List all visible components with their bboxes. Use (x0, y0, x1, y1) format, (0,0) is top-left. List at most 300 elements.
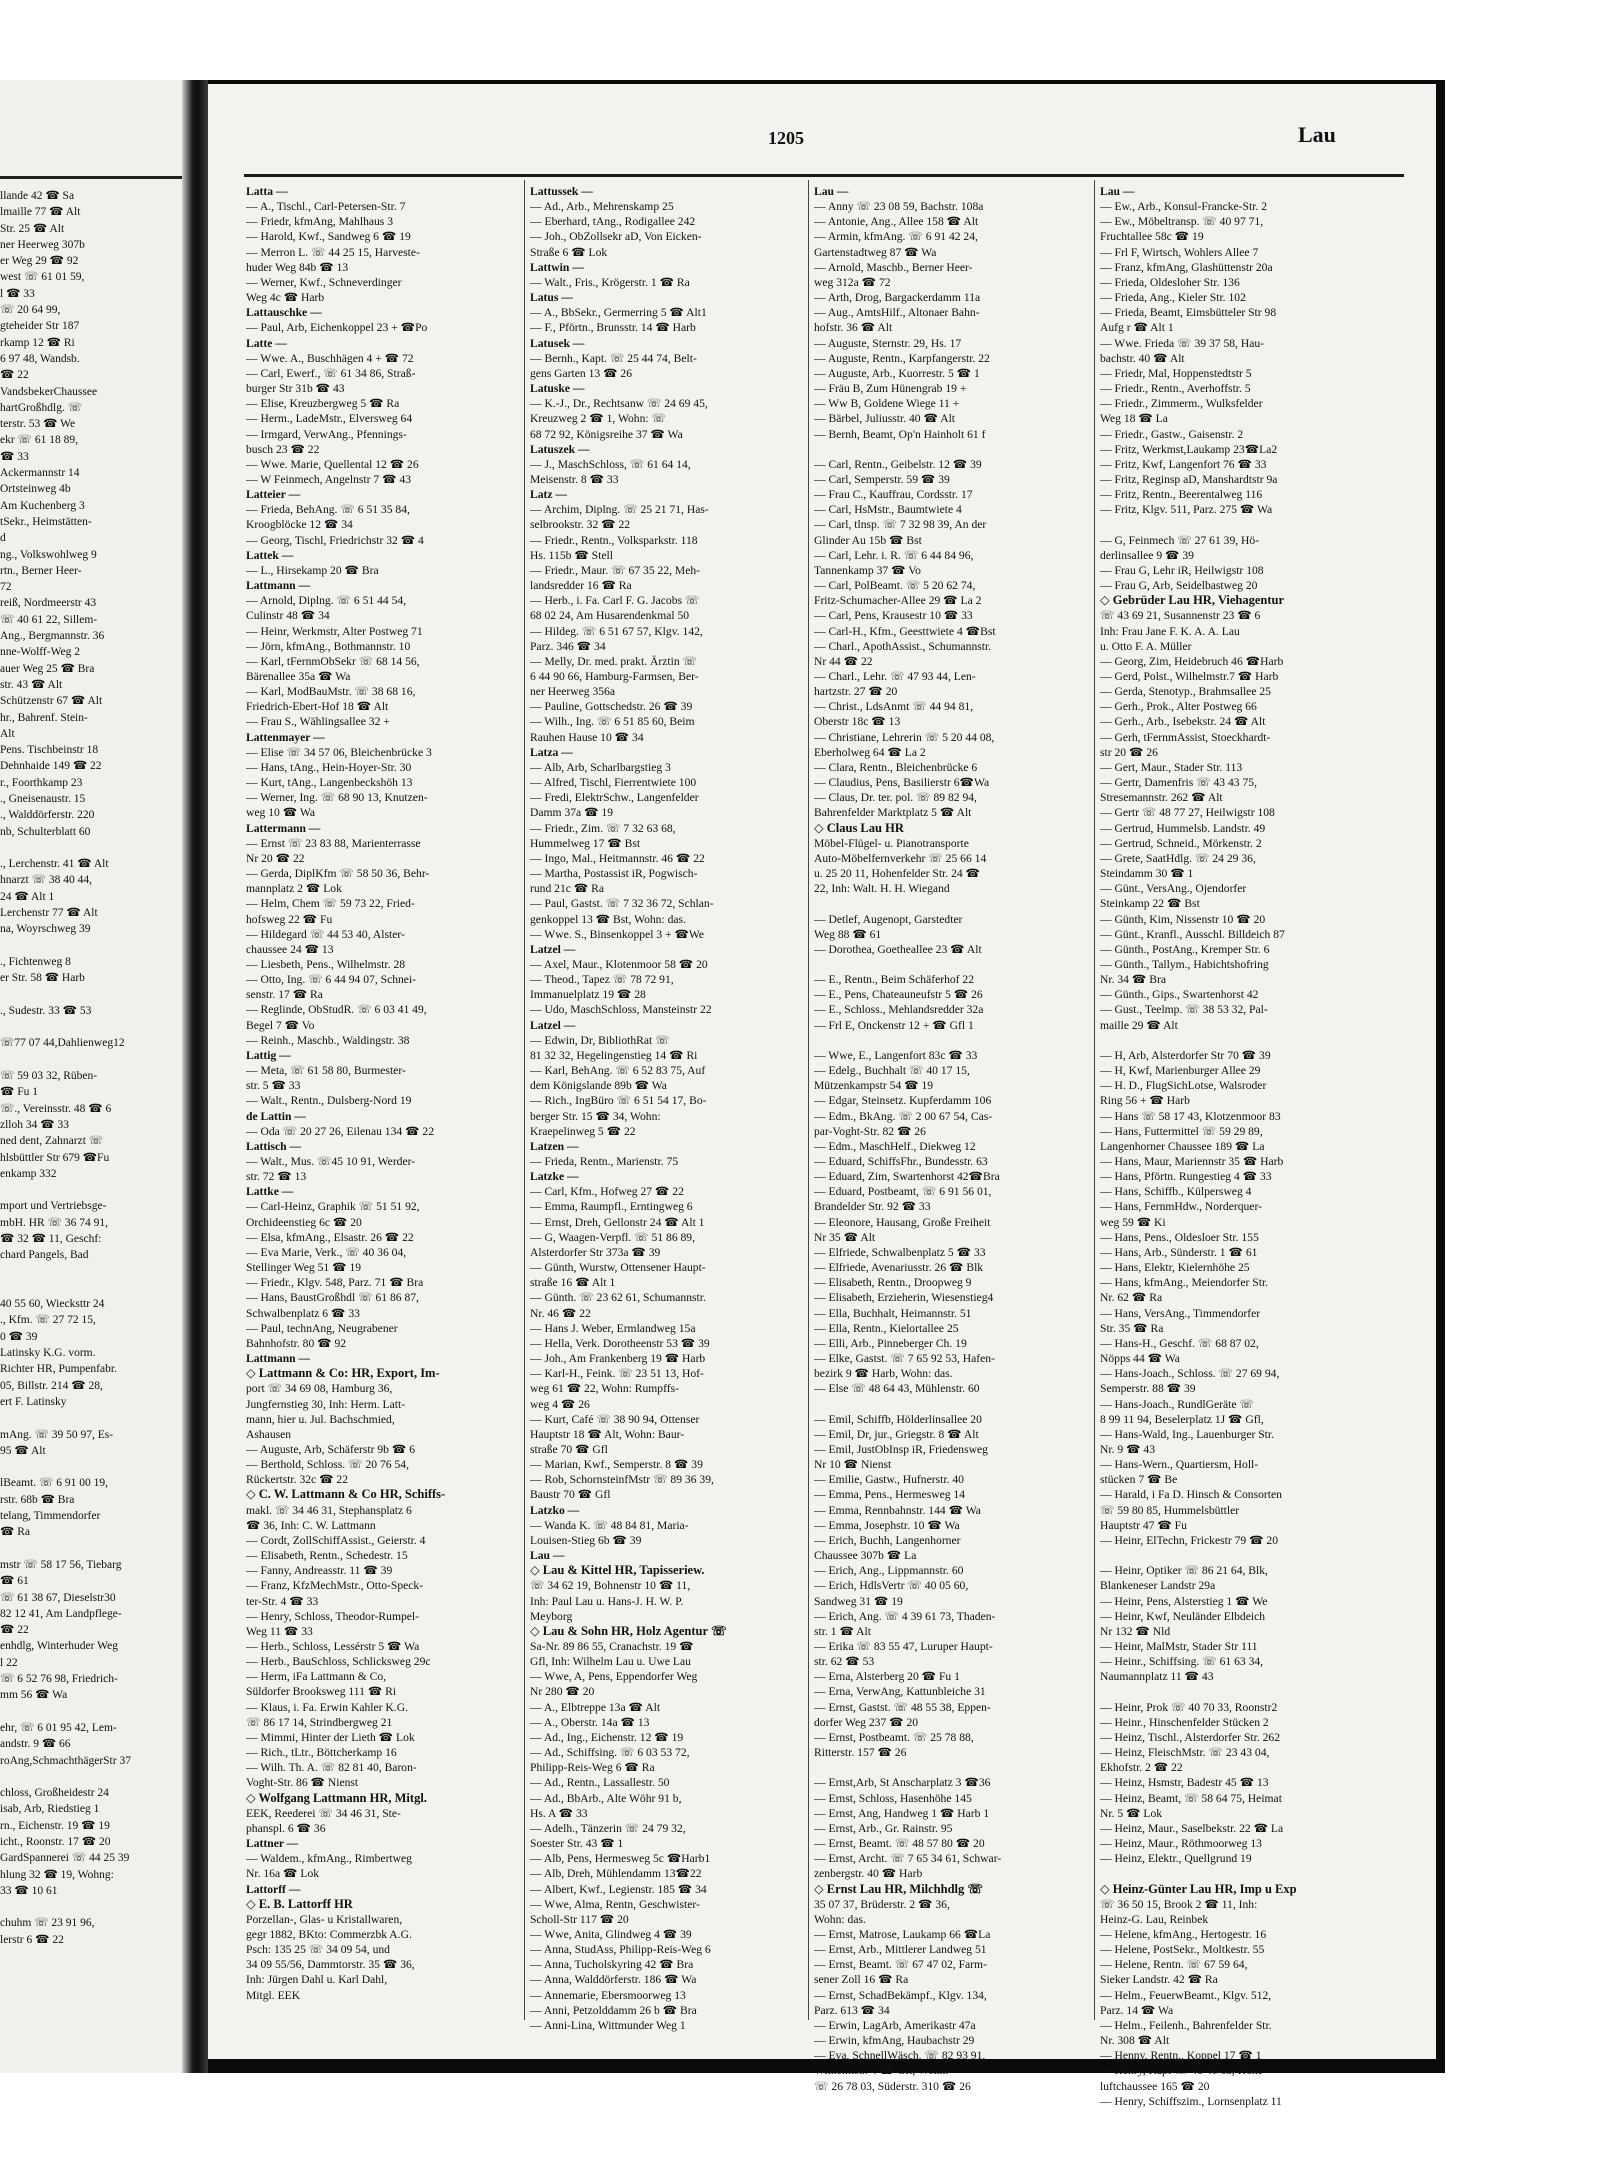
directory-entry-line: — Frieda, Oldesloher Str. 136 (1100, 275, 1240, 289)
directory-entry-line: Brandelder Str. 92 ☎ 33 (814, 1200, 931, 1214)
directory-entry-line: — Günth., Gips., Swartenhorst 42 (1100, 988, 1259, 1002)
directory-entry-line: dem Königslande 89b ☎ Wa (530, 1079, 667, 1093)
directory-entry-line: — Heinr., Hinschenfelder Stücken 2 (1100, 1715, 1269, 1729)
left-page-line: Schützenstr 67 ☎ Alt (0, 695, 103, 708)
directory-entry-line: ◇ Lau & Sohn HR, Holz Agentur ☏ (530, 1623, 727, 1638)
directory-entry-line: ☏ 34 62 19, Bohnenstr 10 ☎ 11, (530, 1579, 691, 1593)
directory-entry-line: — Erna, VerwAng, Kattunbleiche 31 (814, 1685, 986, 1699)
directory-entry-line: stücken 7 ☎ Be (1100, 1473, 1178, 1487)
directory-entry-line: — Walt., Mus. ☏45 10 91, Werder- (246, 1155, 416, 1168)
left-page-line: 05, Billstr. 214 ☎ 28, (0, 1379, 103, 1392)
left-page-line (0, 1264, 182, 1280)
directory-entry-line (1100, 1684, 1370, 1699)
directory-entry-line (814, 957, 1084, 972)
left-page-line: ☏ 40 61 22, Sillem- (0, 613, 98, 626)
directory-entry-line: — Helm, Chem ☏ 59 73 22, Fried- (246, 897, 415, 911)
directory-entry-line: — Helm., FeuerwBeamt., Klgv. 512, (1100, 1988, 1272, 2002)
directory-entry-line (814, 1033, 1084, 1048)
directory-entry-line: — Elisabeth, Rentn., Droopweg 9 (814, 1276, 972, 1290)
left-page-line (0, 1182, 182, 1198)
directory-entry-line: — Wwe. Marie, Quellental 12 ☎ 26 (246, 457, 419, 471)
directory-entry-line: Rauhen Hause 10 ☎ 34 (530, 730, 644, 744)
directory-entry-line: — Karl, tFernmObSekr ☏ 68 14 56, (246, 654, 420, 668)
directory-entry-line: Latzke — (530, 1170, 579, 1184)
directory-entry-line: Lattig — (246, 1048, 291, 1062)
directory-entry-line: 6 44 90 66, Hamburg-Farmsen, Ber- (530, 670, 699, 683)
directory-entry-line: — Franz, kfmAng, Glashüttenstr 20a (1100, 260, 1273, 274)
directory-entry-line: — Fräu B, Zum Hünengrab 19 + (814, 382, 967, 396)
directory-entry-line: Kreuzweg 2 ☎ 1, Wohn: ☏ (530, 412, 666, 426)
directory-entry-line: 81 32 32, Hegelingenstieg 14 ☎ Ri (530, 1048, 698, 1062)
directory-entry-line: — Elsa, kfmAng., Elsastr. 26 ☎ 22 (246, 1230, 414, 1244)
directory-entry-line: — Elisabeth, Rentn., Schedestr. 15 (246, 1549, 408, 1563)
directory-entry-line: — Hans-Joach., Schloss. ☏ 27 69 94, (1100, 1367, 1280, 1381)
directory-entry-line: — Frl E, Onckenstr 12 + ☎ Gfl 1 (814, 1018, 974, 1032)
directory-entry-line: — E., Pens, Chateauneufstr 5 ☎ 26 (814, 988, 983, 1002)
directory-entry-line: burger Str 31b ☎ 43 (246, 382, 345, 396)
left-page-line: andstr. 9 ☎ 66 (0, 1738, 71, 1751)
directory-entry-line: Mitgl. EEK (246, 1988, 301, 2002)
left-page-line: ., Fichtenweg 8 (0, 955, 71, 968)
directory-entry-line: maille 29 ☎ Alt (1100, 1018, 1178, 1032)
left-page-line: hnarzt ☏ 38 40 44, (0, 874, 92, 887)
directory-entry-line: — E., Rentn., Beim Schäferhof 22 (814, 973, 975, 987)
directory-entry-line: — Reinh., Maschb., Waldingstr. 38 (246, 1033, 410, 1047)
directory-entry-line: — Reglinde, ObStudR. ☏ 6 03 41 49, (246, 1003, 427, 1017)
directory-entry-line: — Frau G, Lehr iR, Heilwigstr 108 (1100, 563, 1264, 577)
directory-entry-line: — F., Pförtn., Brunsstr. 14 ☎ Harb (530, 321, 696, 335)
directory-entry-line: — Gertr, Damenfris ☏ 43 43 75, (1100, 776, 1257, 790)
directory-entry-line: Süldorfer Brooksweg 111 ☎ Ri (246, 1685, 397, 1699)
left-page-line: ert F. Latinsky (0, 1395, 67, 1408)
column-divider (1094, 180, 1095, 2020)
directory-entry-line: Baustr 70 ☎ Gfl (530, 1488, 611, 1502)
left-page-line: nne-Wolff-Weg 2 (0, 646, 81, 659)
directory-entry-line: Nr. 34 ☎ Bra (1100, 973, 1166, 987)
directory-entry-line: 34 09 55/56, Dammtorstr. 35 ☎ 36, (246, 1958, 415, 1972)
directory-entry-line: — G, Feinmech ☏ 27 61 39, Hö- (1100, 533, 1260, 547)
directory-entry-line: — Frau G, Arb, Seidelbastweg 20 (1100, 579, 1258, 593)
directory-entry-line: — J., MaschSchloss, ☏ 61 64 14, (530, 457, 691, 471)
directory-entry-line: ☏ 26 78 03, Süderstr. 310 ☎ 26 (814, 2079, 971, 2093)
directory-entry-line: Lattner — (246, 1837, 299, 1851)
directory-entry-line: Lattek — (246, 548, 294, 562)
directory-entry-line: Lattisch — (246, 1139, 302, 1153)
directory-entry-line: Nr 280 ☎ 20 (530, 1685, 595, 1699)
directory-entry-line: — Günt., Kranfl., Ausschl. Billdeich 87 (1100, 927, 1285, 941)
directory-entry-line: mannplatz 2 ☎ Lok (246, 882, 342, 896)
directory-entry-line: gens Garten 13 ☎ 26 (530, 366, 633, 380)
directory-entry-line: — Alb, Arb, Scharlbargstieg 3 (530, 760, 671, 774)
directory-entry-line: Meyborg (530, 1609, 573, 1623)
directory-entry-line: ◇ Claus Lau HR (814, 820, 904, 835)
directory-entry-line: — Fritz, Kwf, Langenfort 76 ☎ 33 (1100, 457, 1267, 471)
directory-entry-line: — Edelg., Buchhalt ☏ 40 17 15, (814, 1064, 970, 1078)
directory-entry-line: Latuszek — (530, 442, 590, 456)
directory-entry-line: — Gerda, Stenotyp., Brahmsallee 25 (1100, 685, 1271, 699)
directory-entry-line: — Hans, Elektr, Kielernhöhe 25 (1100, 1261, 1250, 1275)
directory-entry-line: Nr 44 ☎ 22 (814, 654, 873, 668)
directory-entry-line: Weg 4c ☎ Harb (246, 291, 325, 305)
directory-entry-line: Sandweg 31 ☎ 19 (814, 1594, 903, 1608)
left-page-line: Latinsky K.G. vorm. (0, 1347, 96, 1360)
directory-entry-line: str. 1 ☎ Alt (814, 1624, 871, 1638)
directory-entry-line: ner Heerweg 356a (530, 685, 615, 699)
directory-entry-line: — Fritz, Werkmst,Laukamp 23☎La2 (1100, 442, 1278, 456)
directory-entry-line: — Elise, Kreuzbergweg 5 ☎ Ra (246, 397, 400, 411)
directory-entry-line: Oberstr 18c ☎ 13 (814, 715, 901, 729)
directory-entry-line: — L., Hirsekamp 20 ☎ Bra (246, 563, 379, 577)
directory-entry-line: Ritterstr. 157 ☎ 26 (814, 1746, 907, 1760)
directory-entry-line: Immanuelplatz 19 ☎ 28 (530, 988, 646, 1002)
directory-entry-line: — Heinr, Optiker ☏ 86 21 64, Blk, (1100, 1564, 1268, 1578)
directory-entry-line: — Anna, Walddörferstr. 186 ☎ Wa (530, 1973, 697, 1987)
directory-entry-line: Kroogblöcke 12 ☎ 34 (246, 518, 353, 532)
directory-entry-line: — Elisabeth, Erzieherin, Wiesenstieg4 (814, 1291, 994, 1305)
directory-entry-line: — Paul, technAng, Neugrabener (246, 1321, 398, 1335)
left-page-line (0, 1704, 182, 1720)
left-page-line: 82 12 41, Am Landpflege- (0, 1607, 122, 1620)
directory-entry-line: — Gerd, Polst., Wilhelmstr.7 ☎ Harb (1100, 670, 1279, 683)
directory-entry-line: Latzel — (530, 942, 576, 956)
column-3 (814, 184, 1084, 2094)
directory-entry-line: straße 16 ☎ Alt 1 (530, 1276, 616, 1290)
directory-entry-line: — Hans, FernmHdw., Norderquer- (1100, 1200, 1262, 1214)
directory-entry-line: — Heinz, Hsmstr, Badestr 45 ☎ 13 (1100, 1776, 1269, 1790)
left-page-line: 33 ☎ 10 61 (0, 1884, 58, 1897)
directory-entry-line: — Alfred, Tischl, Fierrentwiete 100 (530, 776, 697, 790)
directory-entry-line: hofsweg 22 ☎ Fu (246, 912, 333, 926)
directory-entry-line: — Charl., Lehr. ☏ 47 93 44, Len- (814, 670, 976, 683)
directory-entry-line: — Gertrud, Schneid., Mörkenstr. 2 (1100, 836, 1262, 850)
directory-entry-line: hofstr. 36 ☎ Alt (814, 321, 893, 335)
directory-entry-line: — Carl, Pens, Krausestr 10 ☎ 33 (814, 609, 973, 623)
directory-entry-line: — Emma, Raumpfl., Erntingweg 6 (530, 1200, 693, 1214)
directory-entry-line: weg 4 ☎ 26 (530, 1397, 590, 1411)
directory-entry-line: — Arnold, Diplng. ☏ 6 51 44 54, (246, 594, 407, 608)
directory-entry-line: — Fritz, Reginsp aD, Manshardtstr 9a (1100, 472, 1278, 486)
left-page-line: Ackermannstr 14 (0, 467, 80, 480)
directory-entry-line: — Gerh., Prok., Alter Postweg 66 (1100, 700, 1257, 714)
directory-entry-line: Jungfernstieg 30, Inh: Herm. Latt- (246, 1397, 406, 1411)
directory-entry-line: str 20 ☎ 26 (1100, 745, 1158, 759)
directory-entry-line: Naumannplatz 11 ☎ 43 (1100, 1670, 1214, 1684)
directory-entry-line: — Anny ☏ 23 08 59, Bachstr. 108a (814, 200, 984, 214)
directory-entry-line: ◇ Gebrüder Lau HR, Viehagentur (1100, 593, 1285, 608)
left-page-line (0, 1899, 182, 1915)
directory-entry-line: — Annemarie, Ebersmoorweg 13 (530, 1988, 686, 2002)
directory-entry-line: Nr. 62 ☎ Ra (1100, 1291, 1163, 1305)
directory-entry-line: — Oda ☏ 20 27 26, Eilenau 134 ☎ 22 (246, 1124, 435, 1138)
directory-entry-line: Meisenstr. 8 ☎ 33 (530, 472, 619, 486)
left-page-line (0, 1769, 182, 1785)
left-page-line: Ang., Bergmannstr. 36 (0, 630, 105, 643)
directory-entry-line: Hauptstr 47 ☎ Fu (1100, 1518, 1187, 1532)
directory-entry-line: busch 23 ☎ 22 (246, 442, 320, 456)
directory-entry-line: — Detlef, Augenopt, Garstedter (814, 912, 963, 926)
directory-entry-line: — Ernst,Arb, St Anscharplatz 3 ☎36 (814, 1776, 991, 1790)
directory-entry-line: Friedrich-Ebert-Hof 18 ☎ Alt (246, 700, 389, 714)
left-page-header-rule (0, 176, 182, 179)
directory-entry-line: EEK, Reederei ☏ 34 46 31, Ste- (246, 1806, 401, 1820)
directory-entry-line: weg 59 ☎ Ki (1100, 1215, 1166, 1229)
directory-entry-line: — Ernst, Arb., Mittlerer Landweg 51 (814, 1943, 987, 1957)
directory-entry-line: Ashausen (246, 1427, 292, 1441)
directory-entry-line: — Christ., LdsAnmt ☏ 44 94 81, (814, 700, 974, 714)
directory-entry-line: — Ad., BbArb., Alte Wöhr 91 b, (530, 1791, 682, 1805)
left-page-line: Pens. Tischbeinstr 18 (0, 744, 99, 757)
directory-entry-line: — Hans, tAng., Hein-Hoyer-Str. 30 (246, 760, 412, 774)
directory-entry-line: Lau — (530, 1549, 565, 1563)
directory-entry-line: — Hans, kfmAng., Meiendorfer Str. (1100, 1276, 1269, 1290)
left-page-line: ., Kfm. ☏ 27 72 15, (0, 1314, 96, 1327)
directory-entry-line: — Helene, PostSekr., Moltkestr. 55 (1100, 1943, 1265, 1957)
directory-entry-line: — Carl, tlnsp. ☏ 7 32 98 39, An der (814, 518, 987, 532)
directory-entry-line: Straße 6 ☎ Lok (530, 245, 608, 259)
directory-entry-line: — Carl, HsMstr., Baumtwiete 4 (814, 503, 962, 517)
directory-entry-line: — Aug., AmtsHilf., Altonaer Bahn- (814, 306, 980, 320)
directory-entry-line: Culinstr 48 ☎ 34 (246, 609, 330, 623)
directory-entry-line: — Hans ☏ 58 17 43, Klotzenmoor 83 (1100, 1109, 1281, 1123)
left-page-line: ner Heerweg 307b (0, 238, 85, 251)
left-page-line (0, 1052, 182, 1068)
directory-entry-line: — Udo, MaschSchloss, Mansteinstr 22 (530, 1003, 712, 1017)
directory-entry-line: weg 10 ☎ Wa (246, 806, 315, 820)
left-page-line: Richter HR, Pumpenfabr. (0, 1363, 117, 1376)
left-page-line: mbH. HR ☏ 36 74 91, (0, 1216, 108, 1229)
left-page-line: mstr ☏ 58 17 56, Tiebarg (0, 1558, 122, 1571)
directory-entry-line: Parz. 14 ☎ Wa (1100, 2003, 1174, 2017)
directory-entry-line: — Emma, Rennbahnstr. 144 ☎ Wa (814, 1503, 981, 1517)
directory-entry-line: — Otto, Ing. ☏ 6 44 94 07, Schnei- (246, 973, 417, 987)
directory-entry-line: — Paul, Arb, Eichenkoppel 23 + ☎Po (246, 321, 428, 335)
directory-entry-line: Inh: Paul Lau u. Hans-J. H. W. P. (530, 1594, 684, 1608)
left-page-line: gteheider Str 187 (0, 320, 80, 333)
directory-entry-line: Nr 10 ☎ Nienst (814, 1458, 892, 1472)
directory-entry-line (1100, 1866, 1370, 1881)
directory-entry-line: — Alb, Pens, Hermesweg 5c ☎Harb1 (530, 1852, 711, 1866)
directory-entry-line: port ☏ 34 69 08, Hamburg 36, (246, 1382, 393, 1396)
directory-entry-line: Hs. A ☎ 33 (530, 1806, 588, 1820)
left-page-line: str. 43 ☎ Alt (0, 678, 63, 691)
running-head: Lau (1298, 122, 1336, 147)
directory-entry-line: Latz — (530, 488, 568, 502)
directory-entry-line: Gartenstadtweg 87 ☎ Wa (814, 245, 937, 259)
directory-entry-line: — Werner, Kwf., Schneverdinger (246, 275, 402, 289)
directory-entry-line: — Günth. ☏ 23 62 61, Schumannstr. (530, 1291, 706, 1305)
column-1 (246, 184, 516, 2003)
directory-entry-line: 35 07 37, Brüderstr. 2 ☎ 36, (814, 1897, 950, 1911)
directory-entry-line: — Elfriede, Avenariusstr. 26 ☎ Blk (814, 1261, 984, 1275)
left-page-line: hr., Bahrenf. Stein- (0, 711, 88, 724)
directory-entry-line: — Günth., Tallym., Habichtshofring (1100, 957, 1269, 971)
left-page-line: rkamp 12 ☎ Ri (0, 336, 75, 349)
directory-entry-line: — Erich, HdlsVertr ☏ 40 05 60, (814, 1579, 969, 1593)
directory-entry-line: Latuske — (530, 382, 585, 396)
directory-entry-line: Inh: Frau Jane F. K. A. A. Lau (1100, 624, 1240, 638)
directory-entry-line: Steinkamp 22 ☎ Bst (1100, 897, 1200, 911)
directory-entry-line: Schwalbenplatz 6 ☎ 33 (246, 1306, 360, 1320)
directory-entry-line: — Erna, Alsterberg 20 ☎ Fu 1 (814, 1670, 960, 1684)
directory-entry-line: Inh: Jürgen Dahl u. Karl Dahl, (246, 1973, 388, 1987)
directory-entry-line: — Edgar, Steinsetz. Kupferdamm 106 (814, 1094, 992, 1108)
directory-entry-line: — Frieda, Ang., Kieler Str. 102 (1100, 291, 1246, 305)
directory-entry-line: — Heinr, Pens, Alsterstieg 1 ☎ We (1100, 1594, 1268, 1608)
left-page-line: Am Kuchenberg 3 (0, 499, 85, 512)
directory-entry-line: — Hans J. Weber, Ermlandweg 15a (530, 1321, 696, 1335)
directory-entry-line: — Wilh. Th. A. ☏ 82 81 40, Baron- (246, 1761, 417, 1775)
directory-entry-line: — Günth, Wurstw, Ottensener Haupt- (530, 1261, 706, 1275)
directory-entry-line: sener Zoll 16 ☎ Ra (814, 1973, 909, 1987)
directory-entry-line: — A., Tischl., Carl-Petersen-Str. 7 (246, 200, 406, 214)
directory-entry-line: u. 25 20 11, Hohenfelder Str. 24 ☎ (814, 867, 980, 881)
directory-entry-line: — Carl-Heinz, Graphik ☏ 51 51 92, (246, 1200, 420, 1214)
left-page-line (0, 1410, 182, 1426)
directory-entry-line: Wohn: das. (814, 1912, 866, 1926)
directory-entry-line: — Carl, Ewerf., ☏ 61 34 86, Straß- (246, 366, 416, 380)
left-page-line: 24 ☎ Alt 1 (0, 890, 55, 903)
directory-entry-line: — Eduard, SchiffsFhr., Bundesstr. 63 (814, 1155, 988, 1168)
directory-entry-line: — Rich., tLtr., Böttcherkamp 16 (246, 1746, 397, 1760)
directory-entry-line: — Erwin, LagArb, Amerikastr 47a (814, 2018, 976, 2032)
directory-entry-line: — Hans, Maur, Mariennstr 35 ☎ Harb (1100, 1155, 1284, 1168)
directory-entry-line: Ring 56 + ☎ Harb (1100, 1094, 1190, 1108)
directory-entry-line: — Karl, BehAng. ☏ 6 52 83 75, Auf (530, 1064, 706, 1078)
directory-entry-line: ◇ Heinz-Günter Lau HR, Imp u Exp (1100, 1881, 1297, 1896)
directory-entry-line (814, 1397, 1084, 1412)
directory-entry-line: — Henry, Kapt ☏ 48 46 63, Hohe- (1100, 2064, 1267, 2078)
book-gutter (182, 80, 208, 2073)
directory-entry-line: — Hildegard ☏ 44 53 40, Alster- (246, 927, 405, 941)
directory-entry-line: — Carl, Kfm., Hofweg 27 ☎ 22 (530, 1185, 684, 1199)
directory-entry-line: Lau — (1100, 185, 1135, 198)
directory-entry-line: ◇ Wolfgang Lattmann HR, Mitgl. (246, 1790, 427, 1805)
directory-entry-line: — Wwe. A., Buschhägen 4 + ☎ 72 (246, 351, 414, 365)
directory-entry-line: Sieker Landstr. 42 ☎ Ra (1100, 1973, 1218, 1987)
directory-entry-line: — Wwe, E., Langenfort 83c ☎ 33 (814, 1048, 978, 1062)
directory-entry-line: Latzko — (530, 1503, 580, 1517)
directory-entry-line: — Armin, kfmAng. ☏ 6 91 42 24, (814, 230, 978, 244)
directory-entry-line: — Hans, Schiffb., Külpersweg 4 (1100, 1185, 1252, 1199)
directory-entry-line: — Elise ☏ 34 57 06, Bleichenbrücke 3 (246, 745, 432, 759)
directory-entry-line: Bärenallee 35a ☎ Wa (246, 670, 351, 683)
directory-entry-line: — Franz, KfzMechMstr., Otto-Speck- (246, 1579, 424, 1593)
directory-entry-line: Chaussee 307b ☎ La (814, 1549, 917, 1563)
directory-entry-line: Str. 35 ☎ Ra (1100, 1321, 1164, 1335)
directory-entry-line: — Anni, Petzolddamm 26 b ☎ Bra (530, 2003, 697, 2017)
directory-entry-line: — Jörn, kfmAng., Bothmannstr. 10 (246, 639, 411, 653)
directory-entry-line: — Ella, Rentn., Kielortallee 25 (814, 1321, 959, 1335)
left-page-line: GardSpannerei ☏ 44 25 39 (0, 1852, 130, 1865)
directory-entry-line: ◇ Lattmann & Co: HR, Export, Im- (246, 1366, 440, 1381)
left-page-line: rn., Eichenstr. 19 ☎ 19 (0, 1819, 110, 1832)
directory-entry-line: — Ernst, Dreh, Gellonstr 24 ☎ Alt 1 (530, 1215, 705, 1229)
directory-entry-line: Lattenmayer — (246, 730, 325, 744)
directory-entry-line: — Ingo, Mal., Heitmannstr. 46 ☎ 22 (530, 851, 705, 865)
directory-entry-line: — Wwe. Frieda ☏ 39 37 58, Hau- (1100, 336, 1265, 350)
directory-entry-line: ☏ 36 50 15, Brook 2 ☎ 11, Inh: (1100, 1897, 1258, 1911)
left-page-line (0, 1280, 182, 1296)
directory-entry-line: Lattorff — (246, 1882, 301, 1896)
directory-entry-line: Weg 18 ☎ La (1100, 412, 1168, 426)
left-page-line: Dehnhaide 149 ☎ 22 (0, 760, 102, 773)
directory-entry-line: Scholl-Str 117 ☎ 20 (530, 1912, 629, 1926)
directory-entry-line: — Heinr, ElTechn, Frickestr 79 ☎ 20 (1100, 1533, 1279, 1547)
directory-entry-line: Nr. 9 ☎ 43 (1100, 1442, 1156, 1456)
directory-entry-line: — Antonie, Ang., Allee 158 ☎ Alt (814, 215, 979, 229)
directory-entry-line (814, 896, 1084, 911)
directory-entry-line: — Carl, Semperstr. 59 ☎ 39 (814, 472, 950, 486)
directory-entry-line: — Elli, Arb., Pinneberger Ch. 19 (814, 1336, 967, 1350)
directory-entry-line: Lattussek — (530, 185, 593, 198)
left-page-line: auer Weg 25 ☎ Bra (0, 662, 95, 675)
directory-entry-line: — Waldem., kfmAng., Rimbertweg (246, 1852, 412, 1866)
directory-entry-line: Hauptstr 18 ☎ Alt, Wohn: Baur- (530, 1427, 685, 1441)
directory-entry-line: — Henry, Schiffszim., Lornsenplatz 11 (1100, 2094, 1282, 2108)
directory-entry-line: — Frieda, Beamt, Eimsbütteler Str 98 (1100, 306, 1277, 320)
left-page-line (0, 1541, 182, 1557)
directory-entry-line: — Arth, Drog, Bargackerdamm 11a (814, 291, 981, 305)
directory-entry-line: ☏ 59 80 85, Hummelsbüttler (1100, 1503, 1240, 1517)
directory-entry-line: mann, hier u. Jul. Bachschmied, (246, 1412, 395, 1426)
directory-entry-line: — A., Oberstr. 14a ☎ 13 (530, 1715, 650, 1729)
directory-entry-line: — H. D., FlugSichLotse, Walsroder (1100, 1079, 1267, 1093)
directory-entry-line: — Friedr, Mal, Hoppenstedtstr 5 (1100, 366, 1252, 380)
left-page-strip (0, 80, 182, 2073)
directory-entry-line: Heinz-G. Lau, Reinbek (1100, 1912, 1209, 1926)
left-page-line: terstr. 53 ☎ We (0, 418, 76, 431)
directory-entry-line: Eberholweg 64 ☎ La 2 (814, 745, 926, 759)
directory-entry-line: — Fredi, ElektrSchw., Langenfelder (530, 791, 699, 805)
directory-entry-line: — Henry, Schloss, Theodor-Rumpel- (246, 1609, 420, 1623)
directory-entry-line: Nöpps 44 ☎ Wa (1100, 1352, 1180, 1366)
directory-entry-line: — Charl., ApothAssist., Schumannstr. (814, 639, 992, 653)
directory-entry-line: Alsterdorfer Str 373a ☎ 39 (530, 1245, 661, 1259)
directory-entry-line: — Bärbel, Juliusstr. 40 ☎ Alt (814, 412, 956, 426)
directory-entry-line: — Ernst, Arb., Gr. Rainstr. 95 (814, 1821, 953, 1835)
directory-entry-line: — Else ☏ 48 64 43, Mühlenstr. 60 (814, 1382, 980, 1396)
directory-entry-line: Nr. 46 ☎ 22 (530, 1306, 591, 1320)
header-rule (244, 174, 1404, 177)
directory-entry-line: Voght-Str. 86 ☎ Nienst (246, 1776, 359, 1790)
directory-entry-line: Latus — (530, 291, 573, 305)
left-page-line: chloss, Großheidestr 24 (0, 1787, 109, 1800)
directory-entry-line: Steindamm 30 ☎ 1 (1100, 867, 1194, 881)
directory-entry-line: — A., BbSekr., Germerring 5 ☎ Alt1 (530, 306, 707, 320)
directory-entry-line: — Heinz, Maur., Röthmoorweg 13 (1100, 1837, 1262, 1851)
directory-entry-line: — Ew., Möbeltransp. ☏ 40 97 71, (1100, 215, 1264, 229)
directory-entry-line: bachstr. 40 ☎ Alt (1100, 351, 1185, 365)
directory-entry-line: — Eberhard, tAng., Rodigallee 242 (530, 215, 696, 229)
directory-entry-line: Tannenkamp 37 ☎ Vo (814, 563, 921, 577)
left-page-line: ☏., Vereinsstr. 48 ☎ 6 (0, 1102, 112, 1115)
directory-entry-line: — Heinr, Kwf, Neuländer Elbdeich (1100, 1609, 1266, 1623)
directory-entry-line: — Emilie, Gastw., Hufnerstr. 40 (814, 1473, 964, 1487)
directory-entry-line: — Eva, SchnellWäsch. ☏ 82 93 91, (814, 2049, 986, 2063)
directory-entry-line: — Emil, JustObInsp iR, Friedensweg (814, 1442, 988, 1456)
directory-entry-line: — Erwin, kfmAng, Haubachstr 29 (814, 2034, 975, 2048)
directory-entry-line: — Gerh, tFernmAssist, Stoeckhardt- (1100, 730, 1271, 744)
left-page-line: 95 ☎ Alt (0, 1444, 46, 1457)
directory-entry-line: — Auguste, Sternstr. 29, Hs. 17 (814, 336, 962, 350)
left-page-line: VandsbekerChaussee (0, 385, 98, 398)
directory-entry-line: 68 02 24, Am Husarendenkmal 50 (530, 609, 690, 623)
directory-entry-line: — Ernst, Gastst. ☏ 48 55 38, Eppen- (814, 1700, 991, 1714)
directory-entry-line: — Fritz, Klgv. 511, Parz. 275 ☎ Wa (1100, 503, 1273, 517)
directory-entry-line: Stresemannstr. 262 ☎ Alt (1100, 791, 1223, 805)
directory-entry-line: — A., Elbtreppe 13a ☎ Alt (530, 1700, 661, 1714)
directory-entry-line: ☎ 36, Inh: C. W. Lattmann (246, 1518, 376, 1532)
